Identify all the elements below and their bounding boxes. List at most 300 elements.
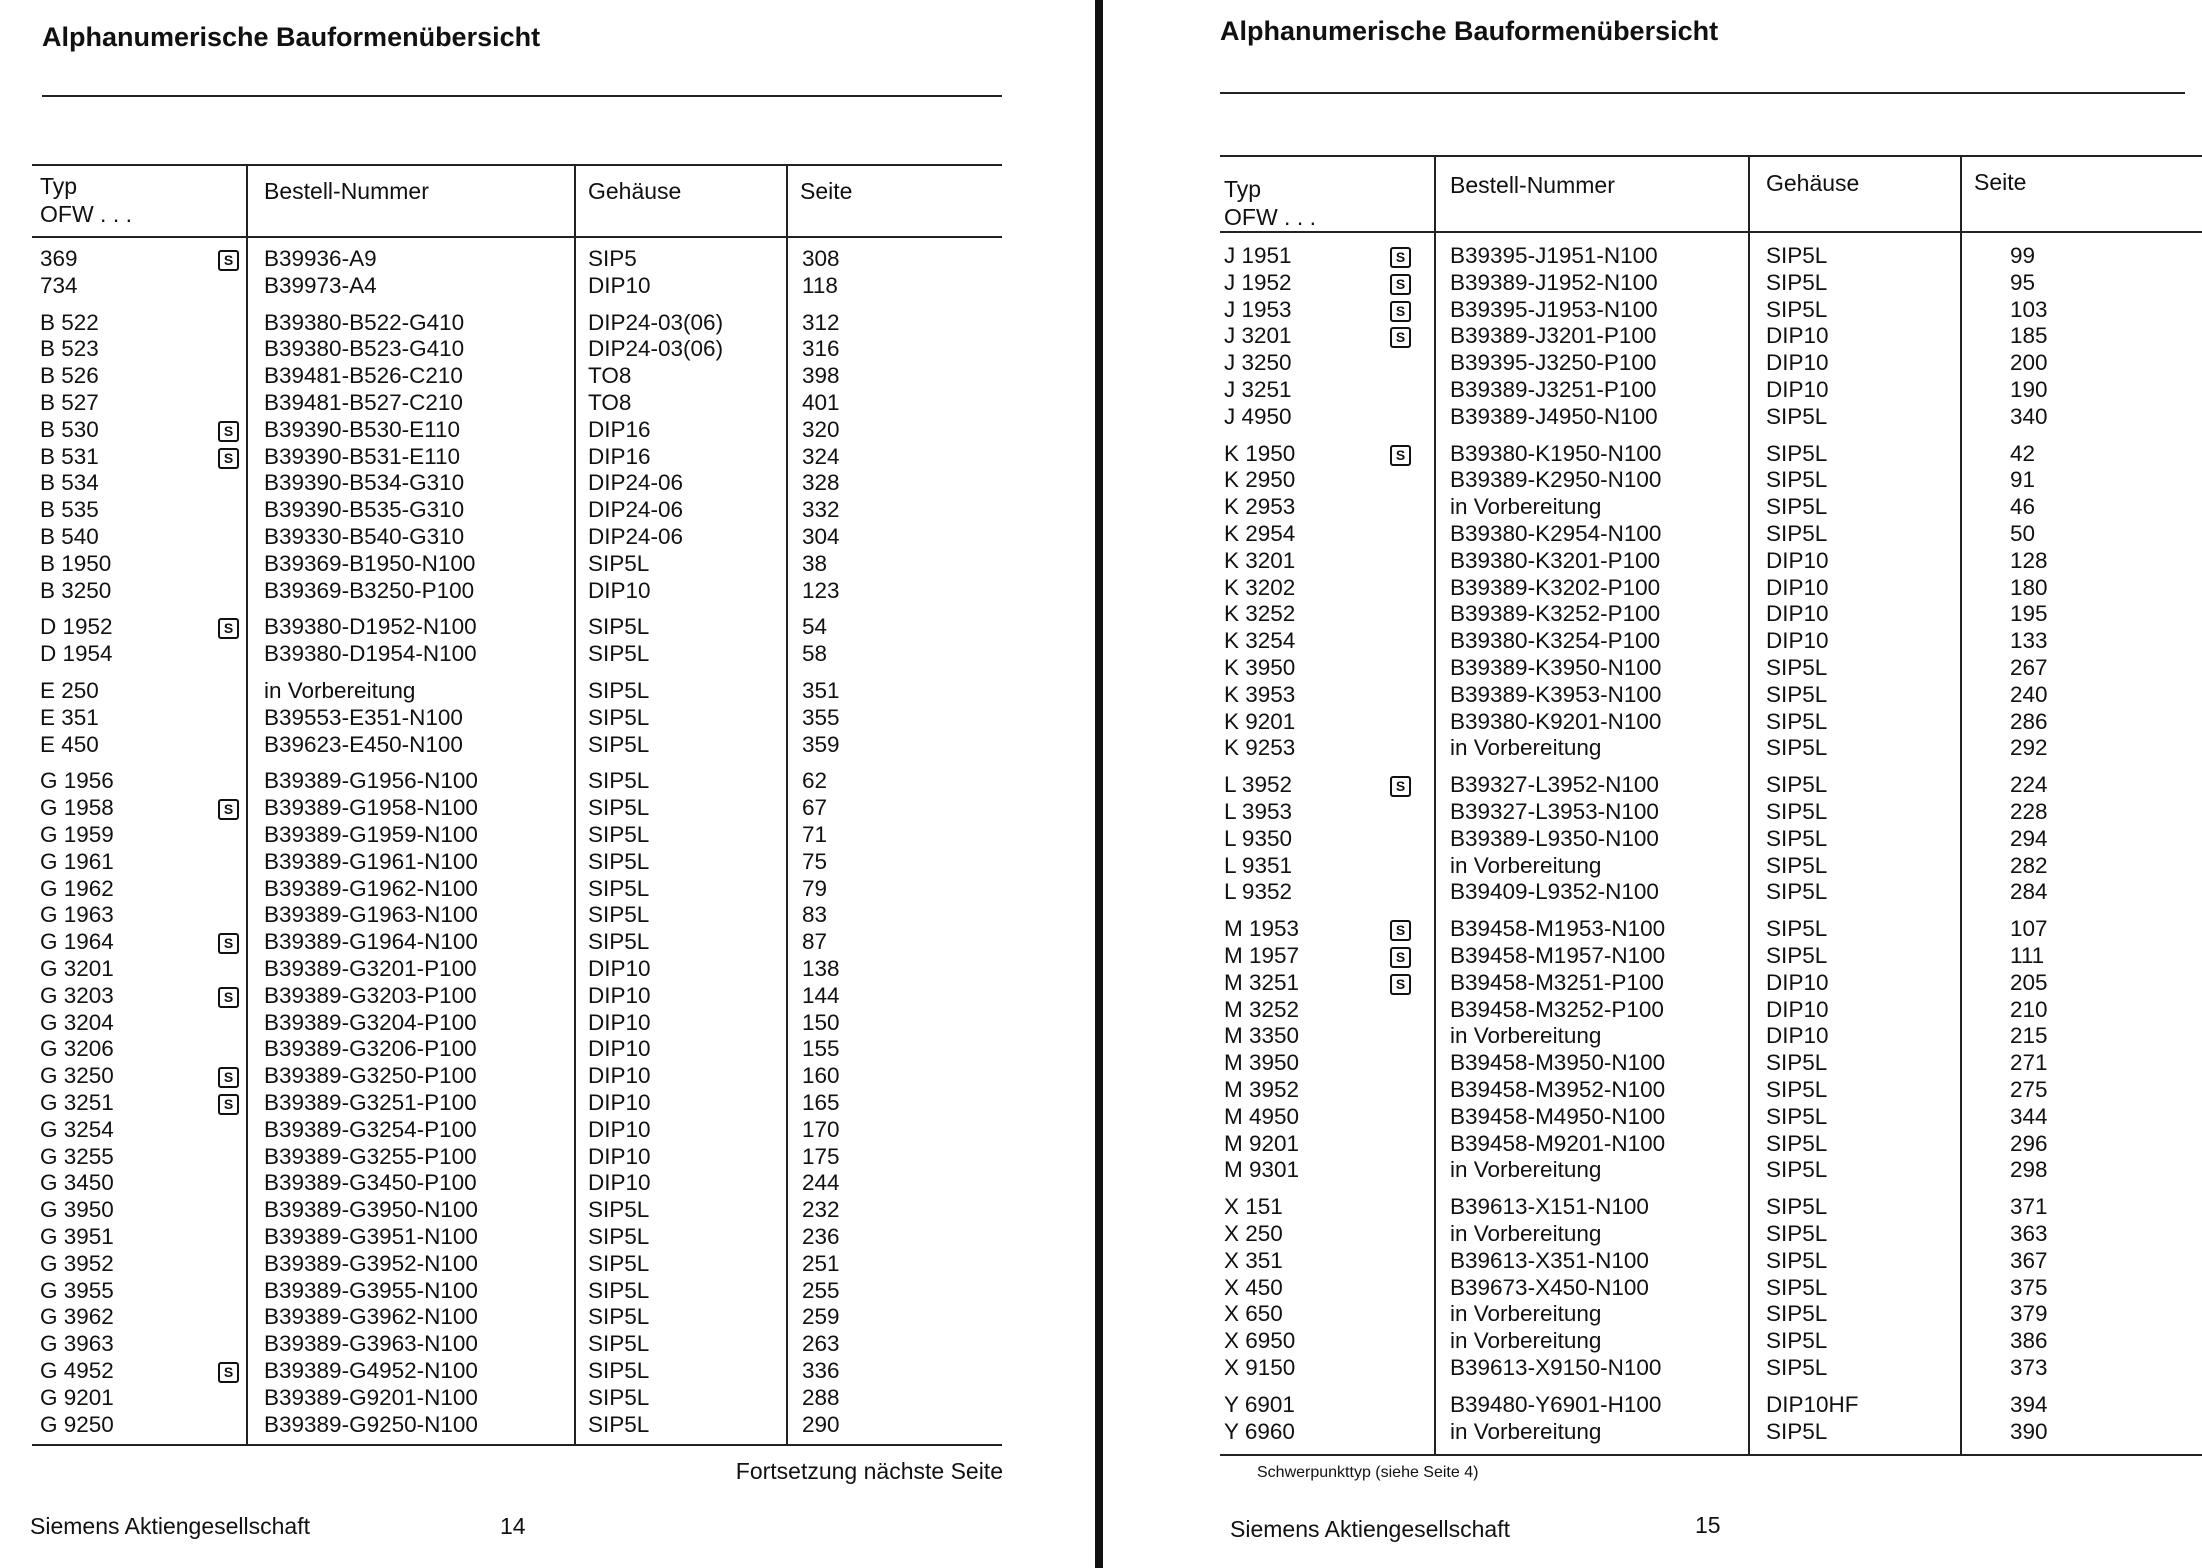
- bestell-nummer-cell: B39389-G3250-P100: [264, 1063, 477, 1089]
- table-bottom-rule: [1220, 1454, 2202, 1456]
- typ-cell: M 3251: [1224, 969, 1300, 995]
- table-row: [1220, 853, 2202, 879]
- seite-cell: 401: [802, 390, 840, 415]
- typ-cell: G 3255: [40, 1143, 114, 1169]
- seite-cell: 296: [2010, 1130, 2048, 1156]
- bestell-nummer-cell: B39389-G3203-P100: [264, 982, 477, 1008]
- gehaeuse-cell: DIP10: [1766, 996, 1829, 1022]
- gehaeuse-cell: DIP10: [1766, 377, 1829, 402]
- seite-cell: 363: [2010, 1221, 2048, 1246]
- bestell-nummer-cell: B39613-X151-N100: [1450, 1194, 1649, 1220]
- bestell-nummer-cell: in Vorbereitung: [1450, 1023, 1602, 1049]
- page-title: Alphanumerische Bauformenübersicht: [1220, 16, 1719, 46]
- bestell-nummer-cell: B39389-G9201-N100: [264, 1384, 478, 1410]
- gehaeuse-cell: DIP16: [588, 416, 651, 442]
- seite-cell: 292: [2010, 735, 2048, 761]
- typ-cell: G 3962: [40, 1304, 114, 1330]
- title-rule: [1220, 92, 2185, 94]
- bestell-nummer-cell: B39458-M3952-N100: [1450, 1077, 1666, 1102]
- gehaeuse-cell: SIP5L: [1766, 440, 1828, 466]
- seite-cell: 38: [802, 550, 828, 576]
- seite-cell: 107: [2010, 916, 2048, 942]
- typ-cell: L 3952: [1224, 772, 1292, 798]
- gehaeuse-cell: DIP10: [1766, 1023, 1829, 1049]
- typ-cell: M 3350: [1224, 1023, 1300, 1049]
- bestell-nummer-cell: B39380-K2954-N100: [1450, 521, 1662, 546]
- bestell-nummer-cell: B39458-M4950-N100: [1450, 1103, 1666, 1129]
- seite-cell: 373: [2010, 1355, 2048, 1380]
- bestell-nummer-cell: B39380-K9201-N100: [1450, 708, 1662, 734]
- bestell-nummer-cell: B39458-M9201-N100: [1450, 1130, 1666, 1156]
- overview-table: [32, 164, 1002, 1446]
- page-title: Alphanumerische Bauformenübersicht: [42, 22, 541, 52]
- table-row: [32, 273, 1002, 299]
- seite-cell: 54: [802, 614, 828, 640]
- header-typ: Typ OFW . . .: [40, 173, 132, 227]
- gehaeuse-cell: SIP5L: [588, 731, 650, 757]
- bestell-nummer-cell: B39389-G3450-P100: [264, 1170, 477, 1196]
- header-seite: Seite: [1974, 169, 2027, 195]
- gehaeuse-cell: DIP10HF: [1766, 1391, 1859, 1417]
- gehaeuse-cell: DIP24-06: [588, 470, 684, 496]
- bestell-nummer-cell: B39458-M1957-N100: [1450, 943, 1666, 968]
- typ-cell: B 530: [40, 416, 99, 442]
- bestell-nummer-cell: B39389-K2950-N100: [1450, 467, 1662, 493]
- focus-type-badge: S: [1390, 247, 1411, 268]
- table-row: [32, 390, 1002, 416]
- table-row: [1220, 1157, 2202, 1183]
- seite-cell: 271: [2010, 1050, 2048, 1076]
- table-row: [1220, 997, 2202, 1023]
- footer-company: Siemens Aktiengesellschaft: [30, 1513, 310, 1539]
- seite-cell: 123: [802, 577, 840, 603]
- table-row: [32, 1117, 1002, 1143]
- table-row: [1220, 1050, 2202, 1076]
- seite-cell: 71: [802, 822, 828, 847]
- gehaeuse-cell: SIP5L: [1766, 879, 1828, 905]
- gehaeuse-cell: DIP10: [1766, 969, 1829, 995]
- bestell-nummer-cell: B39389-G3204-P100: [264, 1009, 477, 1035]
- seite-cell: 79: [802, 875, 828, 901]
- typ-cell: K 9201: [1224, 708, 1296, 734]
- table-row: [32, 1358, 1002, 1384]
- page-number: 14: [500, 1513, 526, 1539]
- typ-cell: G 1956: [40, 768, 114, 794]
- bestell-nummer-cell: B39973-A4: [264, 272, 377, 298]
- gehaeuse-cell: SIP5L: [588, 795, 650, 821]
- gehaeuse-cell: SIP5L: [588, 822, 650, 847]
- gehaeuse-cell: TO8: [588, 390, 632, 415]
- table-row: [32, 849, 1002, 875]
- gehaeuse-cell: DIP10: [1766, 601, 1829, 627]
- bestell-nummer-cell: B39553-E351-N100: [264, 704, 463, 730]
- typ-cell: G 3963: [40, 1331, 114, 1357]
- gehaeuse-cell: SIP5L: [1766, 655, 1828, 680]
- table-row: [32, 1090, 1002, 1116]
- bestell-nummer-cell: B39409-L9352-N100: [1450, 879, 1659, 905]
- bestell-nummer-cell: in Vorbereitung: [1450, 1328, 1602, 1354]
- table-top-rule: [1220, 155, 2202, 157]
- typ-cell: L 3953: [1224, 799, 1292, 824]
- table-bottom-rule: [32, 1444, 1002, 1446]
- table-row: [1220, 916, 2202, 942]
- seite-cell: 328: [802, 470, 840, 496]
- focus-type-badge: S: [218, 421, 239, 442]
- right-page: [1103, 0, 2202, 1568]
- gehaeuse-cell: SIP5L: [588, 1384, 650, 1410]
- bestell-nummer-cell: B39613-X351-N100: [1450, 1247, 1649, 1273]
- bestell-nummer-cell: B39673-X450-N100: [1450, 1274, 1649, 1300]
- seite-cell: 320: [802, 416, 840, 442]
- table-row: [1220, 1419, 2202, 1445]
- seite-cell: 255: [802, 1277, 840, 1303]
- bestell-nummer-cell: in Vorbereitung: [1450, 1301, 1602, 1327]
- table-row: [1220, 1301, 2202, 1327]
- typ-cell: G 1959: [40, 822, 114, 847]
- bestell-nummer-cell: B39389-K3953-N100: [1450, 681, 1662, 707]
- table-row: [32, 1144, 1002, 1170]
- table-row: [1220, 1023, 2202, 1049]
- seite-cell: 185: [2010, 323, 2048, 349]
- seite-cell: 133: [2010, 628, 2048, 654]
- bestell-nummer-cell: B39389-K3202-P100: [1450, 574, 1661, 600]
- bestell-nummer-cell: B39458-M1953-N100: [1450, 916, 1666, 942]
- bestell-nummer-cell: in Vorbereitung: [264, 678, 416, 703]
- typ-cell: L 9350: [1224, 825, 1292, 851]
- table-row: [1220, 323, 2202, 349]
- seite-cell: 351: [802, 678, 840, 703]
- gehaeuse-cell: SIP5L: [1766, 735, 1828, 761]
- typ-cell: X 650: [1224, 1301, 1283, 1327]
- bestell-nummer-cell: B39395-J1951-N100: [1450, 243, 1658, 268]
- gehaeuse-cell: SIP5L: [588, 641, 650, 667]
- seite-cell: 75: [802, 848, 828, 874]
- table-row: [32, 551, 1002, 577]
- typ-cell: Y 6901: [1224, 1391, 1295, 1417]
- gehaeuse-cell: SIP5L: [588, 1277, 650, 1303]
- seite-cell: 50: [2010, 521, 2036, 546]
- gehaeuse-cell: SIP5L: [1766, 1301, 1828, 1327]
- table-row: [32, 1170, 1002, 1196]
- seite-cell: 263: [802, 1331, 840, 1357]
- gehaeuse-cell: DIP10: [588, 1090, 651, 1115]
- seite-cell: 288: [802, 1384, 840, 1410]
- typ-cell: E 351: [40, 704, 99, 730]
- gehaeuse-cell: SIP5L: [1766, 269, 1828, 295]
- seite-cell: 236: [802, 1224, 840, 1249]
- gehaeuse-cell: SIP5L: [588, 614, 650, 640]
- typ-cell: B 1950: [40, 550, 112, 576]
- gehaeuse-cell: SIP5L: [1766, 772, 1828, 798]
- gehaeuse-cell: DIP24-03(06): [588, 309, 724, 335]
- seite-cell: 42: [2010, 440, 2036, 466]
- table-row: [32, 578, 1002, 604]
- bestell-nummer-cell: B39327-L3952-N100: [1450, 772, 1659, 798]
- bestell-nummer-cell: B39458-M3251-P100: [1450, 969, 1664, 995]
- typ-cell: M 3950: [1224, 1050, 1300, 1076]
- table-row: [32, 1036, 1002, 1062]
- table-row: [32, 246, 1002, 272]
- gehaeuse-cell: SIP5L: [1766, 1221, 1828, 1246]
- title-rule: [42, 95, 1002, 97]
- typ-cell: K 2954: [1224, 521, 1296, 546]
- bestell-nummer-cell: B39390-B534-G310: [264, 470, 465, 496]
- table-row: [32, 956, 1002, 982]
- gehaeuse-cell: SIP5L: [1766, 1418, 1828, 1444]
- seite-cell: 62: [802, 768, 828, 794]
- header-rule: [32, 236, 1002, 238]
- bestell-nummer-cell: B39389-J1952-N100: [1450, 269, 1658, 295]
- gehaeuse-cell: SIP5L: [1766, 1157, 1828, 1183]
- typ-cell: K 3201: [1224, 547, 1296, 573]
- seite-cell: 324: [802, 443, 840, 469]
- table-row: [1220, 1104, 2202, 1130]
- typ-cell: E 250: [40, 678, 99, 703]
- gehaeuse-cell: DIP24-06: [588, 497, 684, 523]
- focus-type-badge: S: [1390, 920, 1411, 941]
- gehaeuse-cell: DIP10: [1766, 350, 1829, 376]
- table-row: [1220, 494, 2202, 520]
- bestell-nummer-cell: B39389-J3201-P100: [1450, 323, 1657, 349]
- focus-type-badge: S: [218, 933, 239, 954]
- typ-cell: K 3953: [1224, 681, 1296, 707]
- seite-cell: 91: [2010, 467, 2036, 493]
- typ-cell: X 151: [1224, 1194, 1283, 1220]
- seite-cell: 308: [802, 246, 840, 271]
- seite-cell: 371: [2010, 1194, 2048, 1220]
- typ-cell: G 3254: [40, 1116, 114, 1142]
- table-row: [1220, 1248, 2202, 1274]
- table-row: [1220, 826, 2202, 852]
- gehaeuse-cell: DIP10: [1766, 547, 1829, 573]
- bestell-nummer-cell: B39380-D1954-N100: [264, 641, 477, 667]
- bestell-nummer-cell: B39389-G3951-N100: [264, 1224, 478, 1249]
- typ-cell: B 540: [40, 524, 99, 549]
- table-row: [32, 795, 1002, 821]
- typ-cell: B 3250: [40, 577, 112, 603]
- bestell-nummer-cell: B39380-B523-G410: [264, 336, 465, 362]
- seite-cell: 298: [2010, 1157, 2048, 1183]
- seite-cell: 275: [2010, 1077, 2048, 1102]
- focus-type-badge: S: [1390, 327, 1411, 348]
- typ-cell: L 9351: [1224, 852, 1292, 878]
- bestell-nummer-cell: B39389-G3251-P100: [264, 1090, 477, 1115]
- gehaeuse-cell: DIP10: [588, 577, 651, 603]
- table-row: [32, 417, 1002, 443]
- typ-cell: G 3250: [40, 1063, 114, 1089]
- typ-cell: J 3250: [1224, 350, 1292, 376]
- table-row: [32, 705, 1002, 731]
- typ-cell: M 1953: [1224, 916, 1300, 942]
- table-row: [32, 1331, 1002, 1357]
- table-row: [32, 822, 1002, 848]
- bestell-nummer-cell: B39389-G1959-N100: [264, 822, 478, 847]
- seite-cell: 228: [2010, 799, 2048, 824]
- focus-type-badge: S: [218, 799, 239, 820]
- left-page: [0, 0, 1095, 1568]
- focus-type-badge: S: [218, 1067, 239, 1088]
- table-row: [32, 524, 1002, 550]
- typ-cell: K 9253: [1224, 735, 1296, 761]
- gehaeuse-cell: DIP10: [588, 272, 651, 298]
- typ-cell: G 3206: [40, 1036, 114, 1062]
- gehaeuse-cell: DIP10: [588, 1063, 651, 1089]
- header-bestell-nummer: Bestell-Nummer: [264, 178, 429, 204]
- seite-cell: 244: [802, 1170, 840, 1196]
- seite-cell: 128: [2010, 547, 2048, 573]
- focus-type-badge: S: [1390, 947, 1411, 968]
- typ-cell: X 6950: [1224, 1328, 1296, 1354]
- table-row: [32, 1278, 1002, 1304]
- gehaeuse-cell: SIP5L: [1766, 1247, 1828, 1273]
- gehaeuse-cell: DIP10: [588, 956, 651, 981]
- gehaeuse-cell: SIP5L: [588, 678, 650, 703]
- table-row: [1220, 1077, 2202, 1103]
- typ-cell: X 351: [1224, 1247, 1283, 1273]
- typ-cell: 734: [40, 272, 78, 298]
- gehaeuse-cell: SIP5L: [1766, 799, 1828, 824]
- table-row: [1220, 548, 2202, 574]
- seite-cell: 165: [802, 1090, 840, 1115]
- gehaeuse-cell: SIP5L: [588, 902, 650, 928]
- typ-cell: K 1950: [1224, 440, 1296, 466]
- seite-cell: 286: [2010, 708, 2048, 734]
- table-row: [1220, 709, 2202, 735]
- gehaeuse-cell: DIP10: [1766, 323, 1829, 349]
- table-row: [32, 641, 1002, 667]
- bestell-nummer-cell: B39458-M3252-P100: [1450, 996, 1664, 1022]
- table-row: [32, 1304, 1002, 1330]
- gehaeuse-cell: SIP5L: [1766, 708, 1828, 734]
- seite-cell: 294: [2010, 825, 2048, 851]
- gehaeuse-cell: SIP5L: [1766, 521, 1828, 546]
- gehaeuse-cell: SIP5L: [1766, 1103, 1828, 1129]
- seite-cell: 205: [2010, 969, 2048, 995]
- table-row: [1220, 628, 2202, 654]
- table-row: [32, 876, 1002, 902]
- focus-type-badge: S: [1390, 776, 1411, 797]
- gehaeuse-cell: DIP16: [588, 443, 651, 469]
- table-row: [32, 1412, 1002, 1438]
- typ-cell: M 3952: [1224, 1077, 1300, 1102]
- seite-cell: 195: [2010, 601, 2048, 627]
- bestell-nummer-cell: B39389-G1956-N100: [264, 768, 478, 794]
- focus-type-badge: S: [218, 1094, 239, 1115]
- gehaeuse-cell: SIP5L: [1766, 825, 1828, 851]
- table-row: [1220, 467, 2202, 493]
- bestell-nummer-cell: in Vorbereitung: [1450, 1157, 1602, 1183]
- table-row: [1220, 350, 2202, 376]
- table-row: [1220, 1275, 2202, 1301]
- seite-cell: 390: [2010, 1418, 2048, 1444]
- gehaeuse-cell: SIP5L: [588, 848, 650, 874]
- seite-cell: 155: [802, 1036, 840, 1062]
- seite-cell: 46: [2010, 494, 2036, 520]
- table-row: [1220, 270, 2202, 296]
- bestell-nummer-cell: B39389-G9250-N100: [264, 1411, 478, 1437]
- footer-company: Siemens Aktiengesellschaft: [1230, 1516, 1510, 1542]
- overview-table: [1220, 155, 2202, 1456]
- typ-cell: G 3951: [40, 1224, 114, 1249]
- typ-cell: X 450: [1224, 1274, 1283, 1300]
- gehaeuse-cell: DIP10: [1766, 628, 1829, 654]
- typ-cell: K 3254: [1224, 628, 1296, 654]
- bestell-nummer-cell: B39369-B3250-P100: [264, 577, 475, 603]
- seite-cell: 83: [802, 902, 828, 928]
- typ-cell: M 4950: [1224, 1103, 1300, 1129]
- seite-cell: 290: [802, 1411, 840, 1437]
- seite-cell: 170: [802, 1116, 840, 1142]
- typ-cell: G 3952: [40, 1250, 114, 1276]
- bestell-nummer-cell: B39330-B540-G310: [264, 524, 465, 549]
- seite-cell: 215: [2010, 1023, 2048, 1049]
- header-gehaeuse: Gehäuse: [588, 178, 682, 204]
- typ-cell: G 3203: [40, 982, 114, 1008]
- typ-cell: B 531: [40, 443, 99, 469]
- gehaeuse-cell: DIP24-06: [588, 524, 684, 549]
- header-bestell-nummer: Bestell-Nummer: [1450, 172, 1615, 198]
- bestell-nummer-cell: B39390-B530-E110: [264, 416, 460, 442]
- bestell-nummer-cell: in Vorbereitung: [1450, 735, 1602, 761]
- bestell-nummer-cell: B39389-G3206-P100: [264, 1036, 477, 1062]
- gehaeuse-cell: SIP5L: [1766, 1328, 1828, 1354]
- table-row: [1220, 970, 2202, 996]
- typ-cell: K 3950: [1224, 655, 1296, 680]
- typ-cell: J 1951: [1224, 243, 1292, 268]
- seite-cell: 224: [2010, 772, 2048, 798]
- bestell-nummer-cell: B39389-G1958-N100: [264, 795, 478, 821]
- focus-type-badge: S: [218, 618, 239, 639]
- table-row: [1220, 404, 2202, 430]
- typ-cell: J 1953: [1224, 296, 1292, 322]
- bestell-nummer-cell: B39389-G3950-N100: [264, 1197, 478, 1223]
- typ-cell: G 1964: [40, 929, 114, 955]
- seite-cell: 386: [2010, 1328, 2048, 1354]
- typ-cell: B 526: [40, 363, 99, 389]
- gehaeuse-cell: SIP5L: [588, 1224, 650, 1249]
- table-row: [32, 768, 1002, 794]
- typ-cell: G 3450: [40, 1170, 114, 1196]
- seite-cell: 144: [802, 982, 840, 1008]
- typ-cell: B 522: [40, 309, 99, 335]
- table-row: [32, 1197, 1002, 1223]
- bestell-nummer-cell: B39380-K1950-N100: [1450, 440, 1662, 466]
- seite-cell: 251: [802, 1250, 840, 1276]
- bestell-nummer-cell: B39369-B1950-N100: [264, 550, 476, 576]
- gehaeuse-cell: SIP5L: [1766, 1194, 1828, 1220]
- seite-cell: 267: [2010, 655, 2048, 680]
- table-row: [1220, 1194, 2202, 1220]
- typ-cell: K 2950: [1224, 467, 1296, 493]
- gehaeuse-cell: SIP5L: [588, 1331, 650, 1357]
- seite-cell: 282: [2010, 852, 2048, 878]
- seite-cell: 375: [2010, 1274, 2048, 1300]
- seite-cell: 138: [802, 956, 840, 981]
- typ-cell: K 3252: [1224, 601, 1296, 627]
- bestell-nummer-cell: B39389-G1961-N100: [264, 848, 478, 874]
- bestell-nummer-cell: B39380-K3201-P100: [1450, 547, 1661, 573]
- typ-cell: G 3201: [40, 956, 114, 981]
- gehaeuse-cell: DIP10: [1766, 574, 1829, 600]
- legend-note: Schwerpunkttyp (siehe Seite 4): [1257, 1464, 1479, 1481]
- typ-cell: J 3251: [1224, 377, 1292, 402]
- gehaeuse-cell: SIP5L: [1766, 296, 1828, 322]
- seite-cell: 175: [802, 1143, 840, 1169]
- typ-cell: M 9201: [1224, 1130, 1300, 1156]
- header-typ: Typ OFW . . .: [1224, 176, 1316, 230]
- typ-cell: D 1952: [40, 614, 113, 640]
- book-spine: [1095, 0, 1103, 1568]
